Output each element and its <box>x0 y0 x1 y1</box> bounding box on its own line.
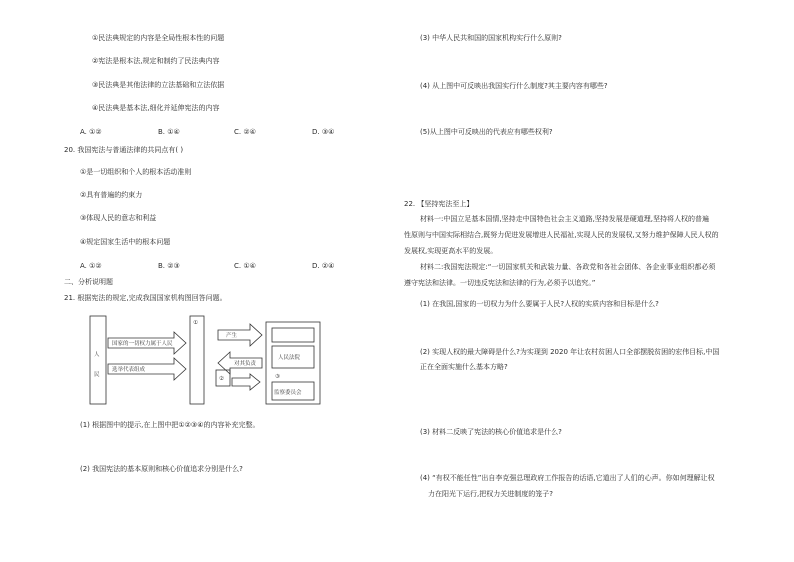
material1-line2: 性原则与中国实际相结合,既努力促进发展增进人民福祉,实现人民的发展权,又努力维护保障人民人权的 <box>404 231 719 239</box>
q19-option-b: B. ①④ <box>158 128 180 136</box>
q20-item-2: ②具有普遍的约束力 <box>80 191 143 199</box>
material2-line1: 材料二:我国宪法规定:“一切国家机关和武装力量、各政党和各社会团体、各企业事业组织都必须 <box>420 263 716 271</box>
q19-item-3: ③民法典是其他法律的立法基础和立法依据 <box>92 81 225 89</box>
q20-option-a: A. ①② <box>80 262 102 270</box>
q21-part2: (2) 我国宪法的基本原则和核心价值追求分别是什么? <box>80 465 243 473</box>
q19-item-2: ②宪法是根本法,规定和制约了民法典内容 <box>92 57 220 65</box>
q22-part4-line1: (4) “有权不能任性”出自李克强总理政府工作报告的话语,它道出了人们的心声。你如何理解让权 <box>420 474 715 482</box>
q22-part3: (3) 材料二反映了宪法的核心价值追求是什么? <box>420 428 562 436</box>
q21-stem: 21. 根据宪法的规定,完成我国国家机构图回答问题。 <box>64 294 227 302</box>
material2-line2: 遵守宪法和法律。一切违反宪法和法律的行为,必须予以追究。” <box>404 279 596 287</box>
box3-label: ③ <box>275 374 280 380</box>
material1-line3: 发展权,实现更高水平的发展。 <box>404 247 498 255</box>
q19-item-1: ①民法典规定的内容是全局性根本性的问题 <box>92 34 225 42</box>
box-1 <box>190 316 204 404</box>
q20-item-3: ③体现人民的意志和利益 <box>80 214 157 222</box>
q22-part1: (1) 在我国,国家的一切权力为什么要属于人民?人权的实质内容和目标是什么? <box>420 300 659 308</box>
q19-item-4: ④民法典是基本法,细化并延伸宪法的内容 <box>92 104 220 112</box>
monitor-label: 监察委员会 <box>274 390 302 396</box>
q19-option-a: A. ①② <box>80 128 102 136</box>
q22-part2-line2: 正在全面实施什么基本方略? <box>420 363 508 371</box>
people-char-1: 人 <box>94 352 100 358</box>
arrow-to-monitor <box>232 374 260 390</box>
q20-option-d: D. ②④ <box>312 262 335 270</box>
people-box <box>90 316 106 404</box>
q21-part1: (1) 根据图中的提示,在上图中把①②③④的内容补充完整。 <box>80 421 260 429</box>
q20-option-c: C. ①④ <box>234 262 256 270</box>
arrow2-label: 选举代表组成 <box>112 367 146 373</box>
material1-line1: 材料一:中国立足基本国情,坚持走中国特色社会主义道路,坚持发展是硬道理,坚持将人权的普遍 <box>420 215 710 223</box>
inner-box-top <box>272 328 314 342</box>
arrow1-label: 国家的一切权力属于人民 <box>112 341 173 347</box>
q19-option-c: C. ②④ <box>234 128 256 136</box>
produce-label: 产生 <box>226 333 238 339</box>
state-organ-diagram <box>88 312 358 414</box>
q22-part2-line1: (2) 实现人权的最大障碍是什么?为实现到 2020 年让农村贫困人口全部摆脱贫困的宏伟目标,中国 <box>420 348 720 356</box>
q21-part5: (5)从上图中可反映出的代表应有哪些权利? <box>420 128 553 136</box>
box2-label: ② <box>219 376 224 382</box>
box1-label: ① <box>193 320 198 326</box>
q19-option-d: D. ③④ <box>312 128 335 136</box>
q22-part4-line2: 力在阳光下运行,把权力关进制度的笼子? <box>428 490 553 498</box>
responsible-label: 对其负责 <box>234 361 257 367</box>
q20-item-4: ④规定国家生活中的根本问题 <box>80 238 171 246</box>
q21-part3: (3) 中华人民共和国的国家机构实行什么原则? <box>420 34 562 42</box>
arrow-produce <box>218 324 262 346</box>
court-label: 人民法院 <box>278 355 301 361</box>
q22-heading: 22. 【坚持宪法至上】 <box>404 200 474 208</box>
people-char-2: 民 <box>94 372 100 378</box>
q20-stem: 20. 我国宪法与普通法律的共同点有( ) <box>64 146 184 154</box>
section-heading: 二、分析说明题 <box>64 278 113 286</box>
q21-part4: (4) 从上图中可反映出我国实行什么制度?其主要内容有哪些? <box>420 82 608 90</box>
q20-item-1: ①是一切组织和个人的根本活动准则 <box>80 168 192 176</box>
q20-option-b: B. ②③ <box>158 262 180 270</box>
